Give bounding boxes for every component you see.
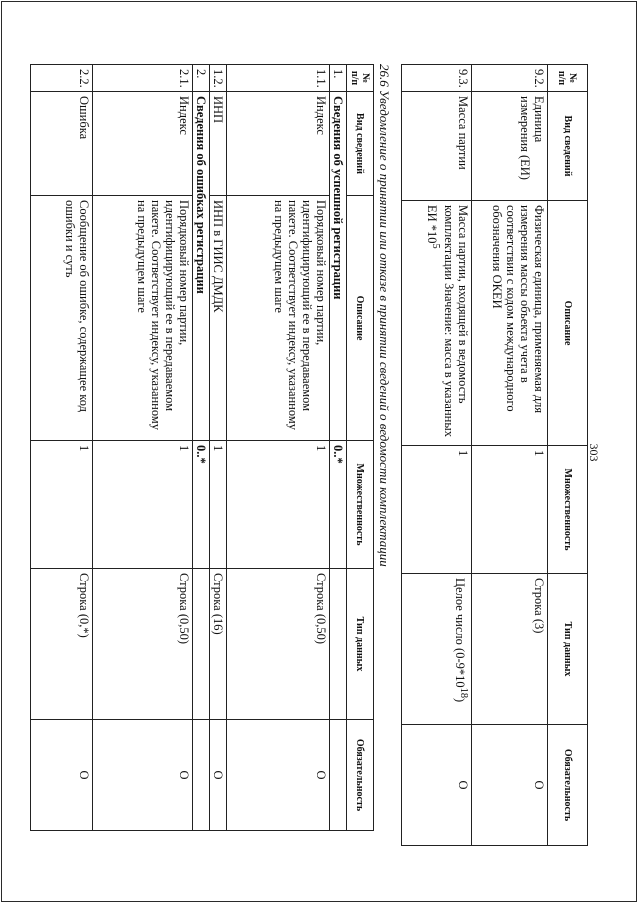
row-description <box>402 201 472 446</box>
row-data-type-superscript: 18 <box>458 687 469 699</box>
header-required: Обязательность <box>548 725 588 846</box>
row-data-type: Строка (0,50) <box>227 569 330 720</box>
header-data-type: Тип данных <box>347 569 374 720</box>
header-multiplicity: Множественность <box>347 441 374 569</box>
row-description: Порядковый номер партии, идентифицирующий ее в передаваемом пакете. Соответствует индексу, указанному на предыдущем шаге <box>93 196 193 441</box>
table-caption: 26.6 Уведомление о принятии или отказе в принятии сведений о ведомости комплектации <box>377 64 392 567</box>
row-multiplicity: 0..* <box>330 441 347 569</box>
row-description: Порядковый номер партии, идентифицирующий ее в передаваемом пакете. Соответствует индексу, указанному на предыдущем шаге <box>227 196 330 441</box>
row-required: О <box>472 725 548 846</box>
row-description-superscript: 5 <box>430 243 441 249</box>
row-multiplicity: 1 <box>227 441 330 569</box>
row-kind: Индекс <box>227 92 330 196</box>
header-num: № п/п <box>548 65 588 92</box>
header-kind: Вид сведений <box>347 92 374 196</box>
row-required <box>193 720 210 831</box>
row-data-type: Строка (16) <box>210 569 227 720</box>
row-required: О <box>402 725 472 846</box>
row-multiplicity: 0..* <box>193 441 210 569</box>
header-num: № п/п <box>347 65 374 92</box>
row-num: 2.1. <box>93 65 193 92</box>
section-title: Сведения об успешной регистрации <box>330 92 347 441</box>
row-data-type: Строка (3) <box>472 574 548 725</box>
row-kind: Индекс <box>93 92 193 196</box>
row-required: О <box>31 720 93 831</box>
header-description: Описание <box>347 196 374 441</box>
row-kind: Масса партии <box>402 92 472 201</box>
row-data-type <box>402 574 472 725</box>
row-data-type-text: Целое число (0-9*10 <box>452 578 467 688</box>
row-kind: Ошибка <box>31 92 93 196</box>
table-row <box>31 65 93 831</box>
table-row <box>210 65 227 831</box>
row-multiplicity: 1 <box>93 441 193 569</box>
section-title: Сведения об ошибках регистрации <box>193 92 210 441</box>
table-section-row <box>330 65 347 831</box>
row-multiplicity: 1 <box>402 446 472 574</box>
table-registration-notice <box>30 64 374 831</box>
row-description-text: Масса партии, входящей в ведомость комплектации Значение: масса в указанных ЕИ *10 <box>424 205 470 437</box>
row-num: 9.2. <box>472 65 548 92</box>
row-data-type <box>330 569 347 720</box>
header-required: Обязательность <box>347 720 374 831</box>
row-data-type-end: ) <box>452 698 467 703</box>
row-num: 1.1. <box>227 65 330 92</box>
row-required: О <box>210 720 227 831</box>
row-multiplicity: 1 <box>472 446 548 574</box>
row-num: 2. <box>193 65 210 92</box>
row-data-type <box>193 569 210 720</box>
page-number: 303 <box>587 443 601 462</box>
table-row <box>93 65 193 831</box>
table-mass-unit <box>401 64 588 846</box>
row-description: ИНП в ГИИС ДМДК <box>210 196 227 441</box>
row-kind: Единица измерения (ЕИ) <box>472 92 548 201</box>
row-kind: ИНП <box>210 92 227 196</box>
table-row <box>227 65 330 831</box>
table-header-row <box>548 65 588 846</box>
table-section-row <box>193 65 210 831</box>
table-row <box>472 65 548 846</box>
table-row <box>402 65 472 846</box>
header-data-type: Тип данных <box>548 574 588 725</box>
row-required: О <box>93 720 193 831</box>
row-multiplicity: 1 <box>210 441 227 569</box>
row-data-type: Строка (0,50) <box>93 569 193 720</box>
header-multiplicity: Множественность <box>548 446 588 574</box>
header-kind: Вид сведений <box>548 92 588 201</box>
row-num: 9.3. <box>402 65 472 92</box>
header-description: Описание <box>548 201 588 446</box>
row-num: 2.2. <box>31 65 93 92</box>
row-num: 1.2. <box>210 65 227 92</box>
row-num: 1. <box>330 65 347 92</box>
row-description: Физическая единица, применяемая для измерения массы объекта учета в соответствии с кодом международного обозначения ОКЕИ <box>472 201 548 446</box>
row-multiplicity: 1 <box>31 441 93 569</box>
row-data-type: Строка (0,*) <box>31 569 93 720</box>
row-required <box>330 720 347 831</box>
row-required: О <box>227 720 330 831</box>
row-description: Сообщение об ошибке, содержащее код ошибки и суть <box>31 196 93 441</box>
table-header-row <box>347 65 374 831</box>
